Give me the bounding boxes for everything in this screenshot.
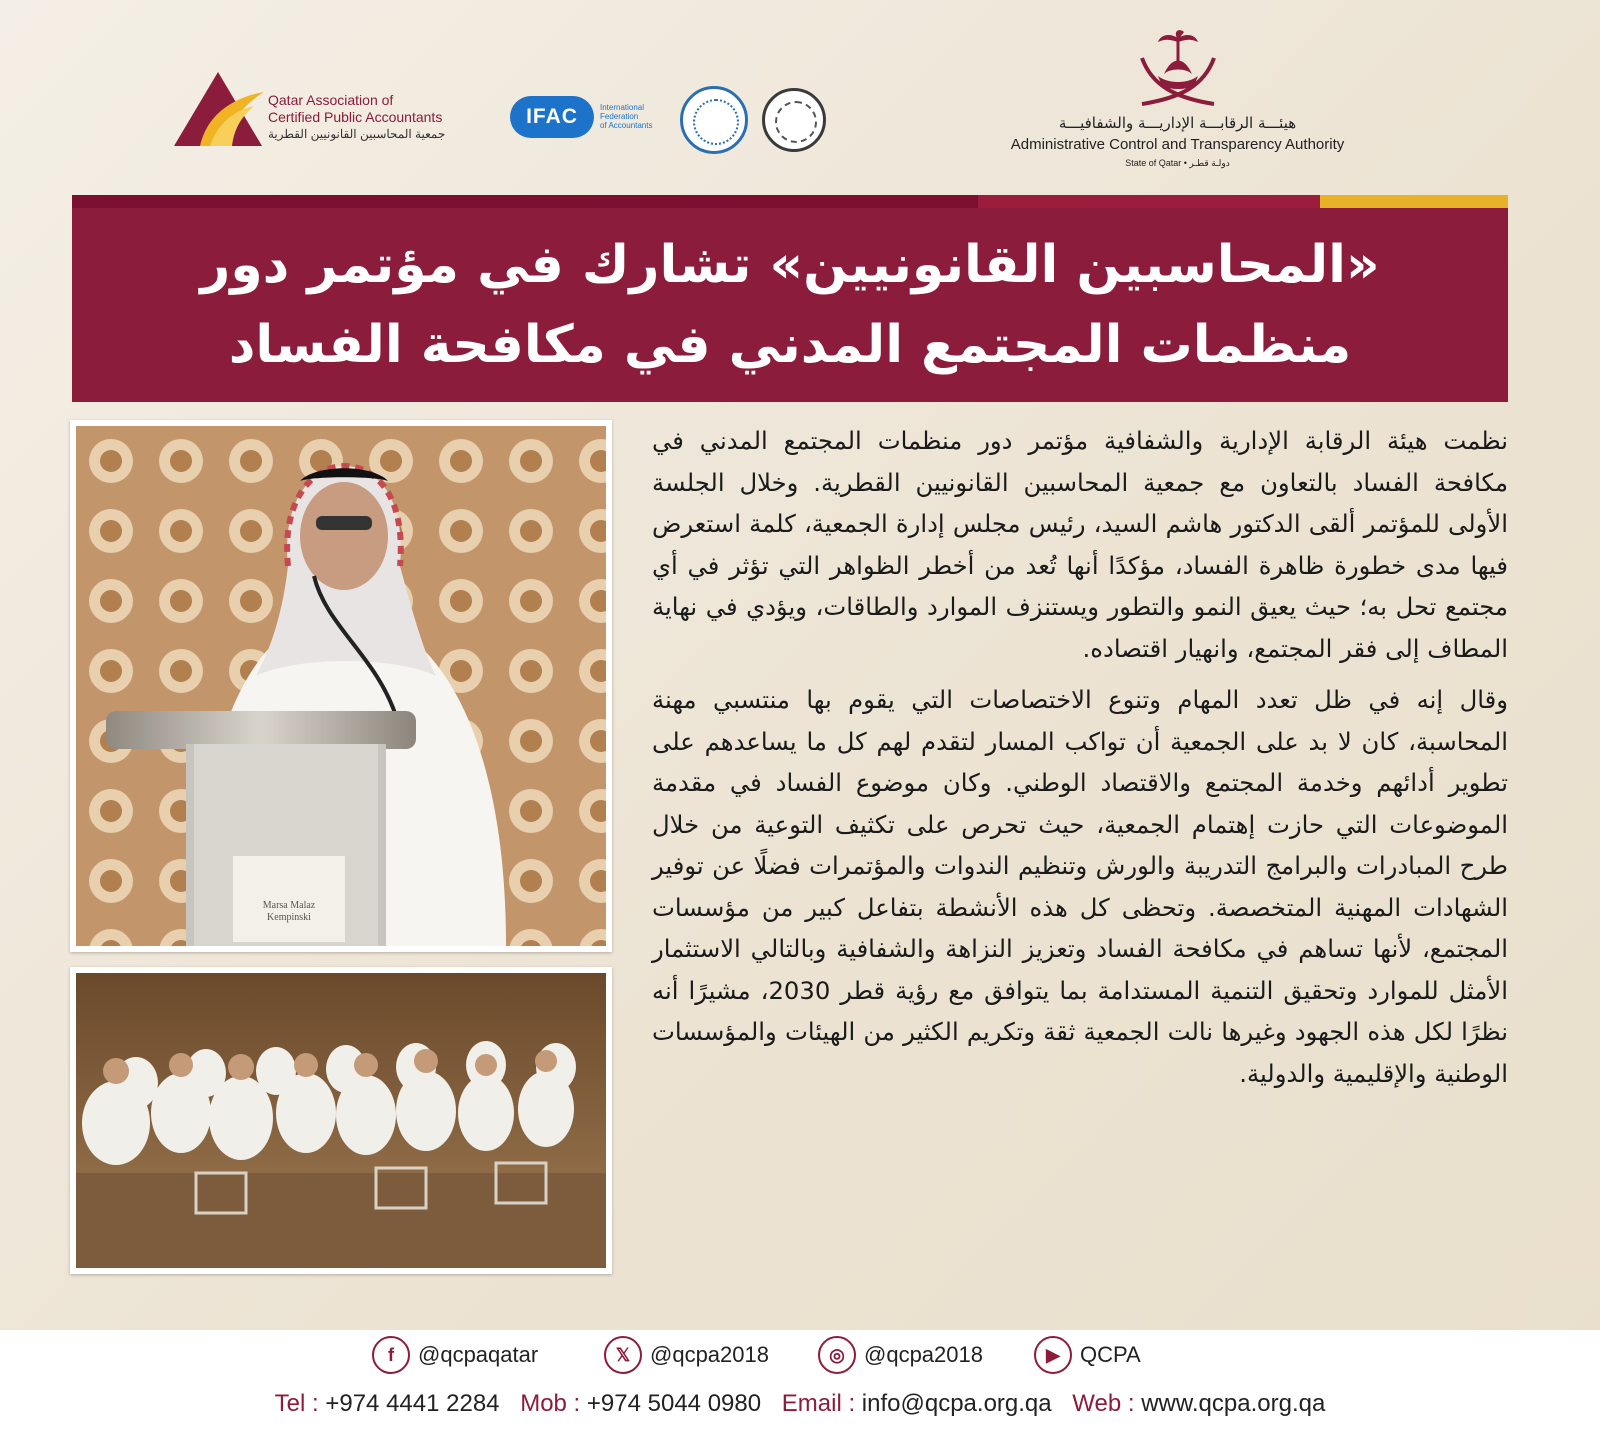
gcc-accounting-seal-icon bbox=[762, 88, 826, 152]
contact-line bbox=[0, 1390, 1600, 1418]
qcpa-emblem-icon bbox=[170, 70, 266, 150]
ifac-sub-2: Federation bbox=[600, 112, 639, 121]
acta-logo bbox=[985, 28, 1385, 178]
acta-state: State of Qatar • دولـة قطـر bbox=[1125, 158, 1230, 168]
podium-sign-line-1: Marsa Malaz bbox=[262, 900, 316, 911]
qcpa-name-en-2: Certified Public Accountants bbox=[268, 109, 443, 125]
youtube-icon: ▶ bbox=[1034, 1336, 1072, 1374]
qcpa-name-en-1: Qatar Association of bbox=[268, 92, 394, 108]
qcpa-logo bbox=[170, 70, 490, 150]
mob-label: Mob : bbox=[520, 1390, 581, 1417]
x-handle: @qcpa2018 bbox=[650, 1342, 769, 1367]
email-label: Email : bbox=[781, 1390, 856, 1417]
accent-bar-crimson bbox=[978, 195, 1320, 208]
mob-value[interactable]: +974 5044 0980 bbox=[586, 1390, 762, 1417]
instagram-link[interactable] bbox=[818, 1335, 983, 1375]
tel-label: Tel : bbox=[274, 1390, 319, 1417]
x-icon: 𝕏 bbox=[604, 1336, 642, 1374]
x-link[interactable] bbox=[604, 1335, 769, 1375]
youtube-handle: QCPA bbox=[1080, 1342, 1141, 1367]
ifac-badge: IFAC bbox=[510, 96, 594, 138]
qcpa-name-ar: جمعية المحاسبين القانونيين القطرية bbox=[268, 127, 446, 141]
ifac-subtitle bbox=[600, 103, 670, 130]
facebook-icon: f bbox=[372, 1336, 410, 1374]
ifac-sub-3: of Accountants bbox=[600, 121, 653, 130]
web-value[interactable]: www.qcpa.org.qa bbox=[1141, 1390, 1326, 1417]
footer bbox=[0, 1330, 1600, 1438]
title-banner bbox=[72, 208, 1508, 402]
speaker-photo bbox=[70, 420, 612, 952]
article-body bbox=[652, 420, 1508, 1094]
facebook-handle: @qcpaqatar bbox=[418, 1342, 539, 1367]
facebook-link[interactable] bbox=[372, 1335, 538, 1375]
article-paragraph-2: وقال إنه في ظل تعدد المهام وتنوع الاختصاصات التي يقوم بها منتسبي مهنة المحاسبة، كان لا بد على الجمعية أن تواكب المسار لتقدم لهم كل ما يساعدهم على تطوير أدائهم وخدمة المجتمع والاقتصاد الوطني. وكان موضوع الفساد في مقدمة الموضوعات التي حازت إهتمام الجمعية، حيث تحرص على تكثيف التوعية من خلال طرح المبادرات والبرامج التدريبة والورش وتنظيم الندوات والمؤتمرات فضلًا عن توفير الشهادات المهنية المتخصصة. وتحظى كل هذه الأنشطة بتفاعل كبير من مؤسسات المجتمع، لأنها تساهم في مكافحة الفساد وتعزيز النزاهة والشفافية وبالتالي الاستثمار الأمثل للموارد وتحقيق التنمية المستدامة بما يتوافق مع رؤية قطر 2030، مشيرًا أنه نظرًا لكل هذه الجهود وغيرها نالت الجمعية ثقة وتكريم الكثير من الهيئات والمؤسسات الوطنية والإقليمية والدولية. bbox=[652, 685, 1508, 1088]
audience-photo bbox=[70, 967, 612, 1274]
email-value[interactable]: info@qcpa.org.qa bbox=[861, 1390, 1052, 1417]
ifac-sub-1: International bbox=[600, 103, 645, 112]
instagram-icon: ◎ bbox=[818, 1336, 856, 1374]
ifac-logo bbox=[510, 96, 665, 138]
youtube-link[interactable] bbox=[1034, 1335, 1141, 1375]
arab-federation-seal-icon bbox=[680, 86, 748, 154]
web-label: Web : bbox=[1072, 1390, 1135, 1417]
acta-name-ar: هيئـــة الرقابـــة الإداريـــة والشفافيـــة bbox=[1058, 114, 1297, 132]
title-line-1: «المحاسبين القانونيين» تشارك في مؤتمر دور bbox=[200, 235, 1380, 295]
accent-bar-maroon bbox=[72, 195, 978, 208]
title-line-2: منظمات المجتمع المدني في مكافحة الفساد bbox=[228, 315, 1352, 375]
accent-bar-gold bbox=[1320, 195, 1508, 208]
podium-sign bbox=[233, 856, 345, 942]
article-paragraph-1: نظمت هيئة الرقابة الإدارية والشفافية مؤتمر دور منظمات المجتمع المدني في مكافحة الفساد بالتعاون مع جمعية المحاسبين القانونيين القطرية. وخلال الجلسة الأولى للمؤتمر ألقى الدكتور هاشم السيد، رئيس مجلس إدارة الجمعية، كلمة استعرض فيها مدى خطورة ظاهرة الفساد، مؤكدًا أنها تُعد من أخطر الظواهر التي تؤثر في أي مجتمع تحل به؛ حيث يعيق النمو والتطور ويستنزف الموارد والطاقات، ويؤدي في نهاية المطاف إلى فقر المجتمع، وانهيار اقتصاده. bbox=[652, 426, 1508, 663]
tel-value[interactable]: +974 4441 2284 bbox=[325, 1390, 500, 1417]
acta-name-en: Administrative Control and Transparency Authority bbox=[1010, 136, 1345, 153]
podium-sign-line-2: Kempinski bbox=[267, 912, 311, 923]
instagram-handle: @qcpa2018 bbox=[864, 1342, 983, 1367]
qatar-emblem-icon bbox=[1128, 28, 1228, 112]
